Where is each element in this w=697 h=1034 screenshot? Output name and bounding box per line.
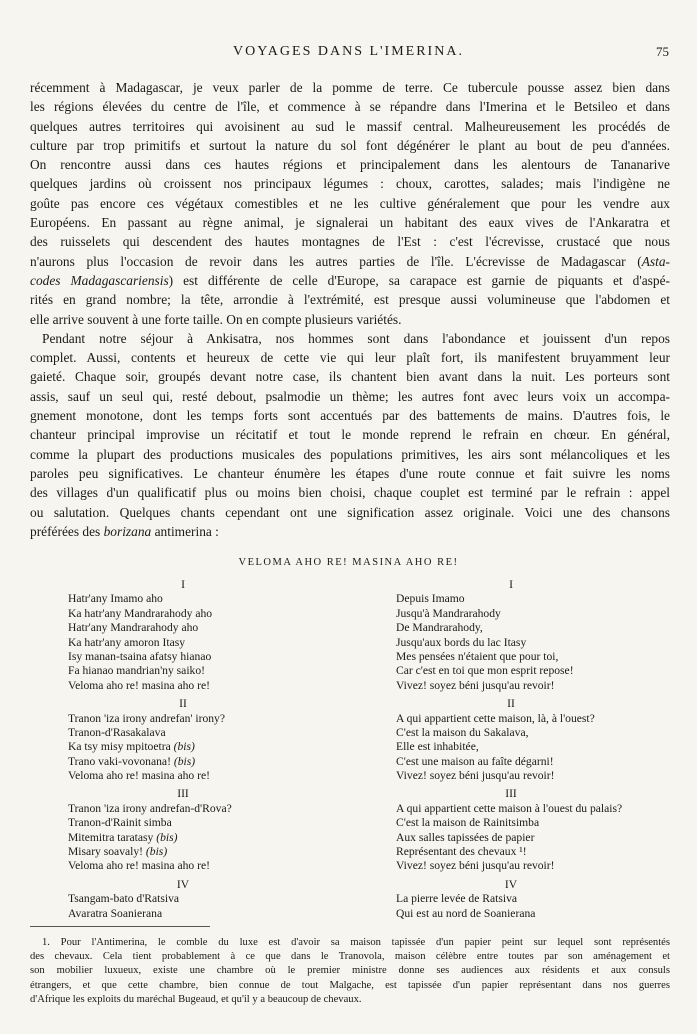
text-line: rités en grand nombre; la tête, arrondie à l'extrémité, est presque aussi volumineuse que l'abdomen et <box>30 292 670 308</box>
verse-line: Veloma aho re! masina aho re! <box>68 859 210 873</box>
text-line: quelques autres territoires qui avoisinent au sud le massif central. Malheureusement les procédés de <box>30 118 670 134</box>
verse-line: C'est une maison au faîte dégarni! <box>396 754 554 768</box>
song-title: VELOMA AHO RE! MASINA AHO RE! <box>238 557 459 568</box>
text-line: des ruisselets qui descendent des hautes montagnes de l'Est : c'est l'écrevisse, crustacé que nous <box>30 234 670 250</box>
verse-line: Représentant des chevaux ¹! <box>396 845 527 859</box>
verse-line: Vivez! soyez béni jusqu'au revoir! <box>396 859 555 873</box>
verse-line: Tranon-d'Rasakalava <box>68 725 166 739</box>
verse-line: Hatr'any Imamo aho <box>68 592 163 606</box>
verse-line: La pierre levée de Ratsiva <box>396 892 518 906</box>
footnote-line: d'Afrique les exploits du maréchal Bugeaud, et qu'il y a beaucoup de chevaux. <box>30 993 362 1005</box>
verse-line: Tranon 'iza irony andrefan' irony? <box>68 711 225 725</box>
verse-line: Mitemitra taratasy (bis) <box>68 830 178 844</box>
text-line: elle arrive souvent à une forte taille. On en compte plusieurs variétés. <box>30 311 402 327</box>
footnote <box>30 936 670 1007</box>
stanza-number: I <box>181 578 185 591</box>
verse-line: Tranon-d'Rainit simba <box>68 816 172 830</box>
paragraph-1 <box>30 78 670 329</box>
page-header <box>0 44 697 64</box>
stanza-number: III <box>177 787 189 801</box>
footnote-divider <box>30 926 210 927</box>
verse-line: Mes pensées n'étaient que pour toi, <box>396 649 559 663</box>
text-line: Pendant notre séjour à Ankisatra, nos hommes sont dans l'abondance et jouissent d'un repos <box>42 330 670 346</box>
text-line: récemment à Madagascar, je veux parler de la pomme de terre. Ce tubercule pousse assez bien dans <box>30 80 670 95</box>
verse-line: Vivez! soyez béni jusqu'au revoir! <box>396 678 555 692</box>
text-line: culture par trop primitifs et surtout la nature du sol font dégénérer le plant au bout de peu d'années. <box>30 137 670 153</box>
text-line: On rencontre aussi dans ces hautes régions et principalement dans les alentours de Tananarive <box>30 157 670 173</box>
verse-line: Trano vaki-vovonana! (bis) <box>68 754 196 768</box>
verse-line: Qui est au nord de Soanierana <box>396 906 536 920</box>
body-text <box>30 78 670 541</box>
text-line: gnement monotone, dont les temps forts sont accentués par des battements de mains. D'autres fois, le <box>30 408 670 424</box>
text-line: chanteur principal improvise un récitatif et tout le monde reprend le refrain en chœur. En général, <box>30 427 670 443</box>
verse-line: Jusqu'aux bords du lac Itasy <box>396 635 527 649</box>
text-line: codes Madagascariensis) est différente de celle d'Europe, sa carapace est garnie de piquants et d'aspé- <box>30 272 670 288</box>
verse-line: Ka tsy misy mpitoetra (bis) <box>68 740 195 754</box>
stanza-number: IV <box>504 877 518 891</box>
text-line: n'aurons plus l'occasion de revoir dans les autres parties de l'île. L'écrevisse de Madagascar (Asta- <box>30 253 670 269</box>
stanza-number: II <box>507 697 515 711</box>
text-line: quelques jardins où croissent nos principaux légumes : choux, carottes, salades; mais l'indigène ne <box>30 176 670 192</box>
verse-line: Tsangam-bato d'Ratsiva <box>68 892 180 906</box>
verse-line: Ka hatr'any Mandrarahody aho <box>68 606 213 620</box>
footnote-line: étrangers, et que cette chambre, bien connue de tout Malgache, est tapissée d'un papier représentant dans nos guerres <box>30 979 670 991</box>
verse-line: Fa hianao mandrian'ny saiko! <box>68 664 205 678</box>
text-line: Européens. En passant au règne animal, je signalerai un habitant des eaux vives de l'Ankaratra et <box>30 215 670 231</box>
verse-line: Aux salles tapissées de papier <box>396 830 535 844</box>
page-number: 75 <box>656 44 669 59</box>
verse-line: A qui appartient cette maison à l'ouest du palais? <box>396 801 623 815</box>
verse-line: Isy manan-tsaina afatsy hianao <box>68 649 212 663</box>
text-line: paroles peu significatives. Le chanteur énumère les étapes d'une route connue et fait suivre les noms <box>30 465 670 481</box>
running-title: VOYAGES DANS L'IMERINA. <box>233 44 464 59</box>
stanza-number: I <box>509 578 513 591</box>
verse-line: Vivez! soyez béni jusqu'au revoir! <box>396 769 555 783</box>
song-french-column <box>396 578 681 921</box>
verse-line: Depuis Imamo <box>396 592 465 606</box>
verse-line: Veloma aho re! masina aho re! <box>68 769 210 783</box>
verse-line: A qui appartient cette maison, là, à l'ouest? <box>396 711 595 725</box>
text-line: préférées des borizana antimerina : <box>30 523 219 539</box>
verse-line: Elle est inhabitée, <box>396 740 479 754</box>
verse-line: Hatr'any Mandrarahody aho <box>68 621 199 635</box>
stanza-number: IV <box>176 877 190 891</box>
verse-line: Veloma aho re! masina aho re! <box>68 678 210 692</box>
text-line: des villages d'un qualificatif plus ou moins bien choisi, chaque couplet est terminé par le refrain : appel <box>30 485 670 501</box>
text-line: les régions élevées du centre de l'île, et commence à se répandre dans l'Imerina et le Betsileo et dans <box>30 99 670 115</box>
verse-line: Jusqu'à Mandrarahody <box>396 606 501 620</box>
text-line: assis, sauf un seul qui, resté debout, psalmodie un thème; les autres font avec leurs voix un accompa- <box>30 388 670 404</box>
text-line: comme la plupart des productions musicales des populations primitives, les airs sont mélancoliques et les <box>30 446 670 462</box>
verse-line: C'est la maison du Sakalava, <box>396 725 529 739</box>
footnote-line: 1. Pour l'Antimerina, le comble du luxe est d'avoir sa maison tapissée d'un papier peint sur lequel sont représentés <box>42 937 670 948</box>
footnote-line: des chevaux. Cela tient probablement à ce que dans le Tranovola, maison célèbre entre toutes par son aménagement et <box>30 951 670 963</box>
footnote-line: son mobilier luxueux, existe une chambre où le premier ministre donne ses audiences aux résidents et aux consuls <box>30 965 670 977</box>
verse-line: Ka hatr'any amoron Itasy <box>68 635 186 649</box>
verse-line: Misary soavaly! (bis) <box>68 845 168 859</box>
stanza-number: III <box>505 787 517 801</box>
verse-line: De Mandrarahody, <box>396 621 483 635</box>
verse-line: C'est la maison de Rainitsimba <box>396 816 540 830</box>
verse-line: Car c'est en toi que mon esprit repose! <box>396 664 574 678</box>
text-line: ou salutation. Quelques chants cependant ont une signification assez originale. Voici une des chansons <box>30 504 670 520</box>
verse-line: Tranon 'iza irony andrefan-d'Rova? <box>68 801 232 815</box>
song-malagasy-column <box>68 578 348 921</box>
verse-line: Avaratra Soanierana <box>68 906 163 920</box>
paragraph-2 <box>30 329 670 541</box>
text-line: goûte pas encore ces végétaux comestibles et ne les cultive généralement que pour les vendre aux <box>30 195 670 211</box>
stanza-number: II <box>179 697 187 711</box>
text-line: gaieté. Chaque soir, groupés devant notre case, ils chantent bien avant dans la nuit. Les porteurs sont <box>30 369 670 385</box>
text-line: complet. Aussi, contents et heureux de cette vie qui leur plaît fort, ils manifestent bruyamment leur <box>30 350 670 366</box>
